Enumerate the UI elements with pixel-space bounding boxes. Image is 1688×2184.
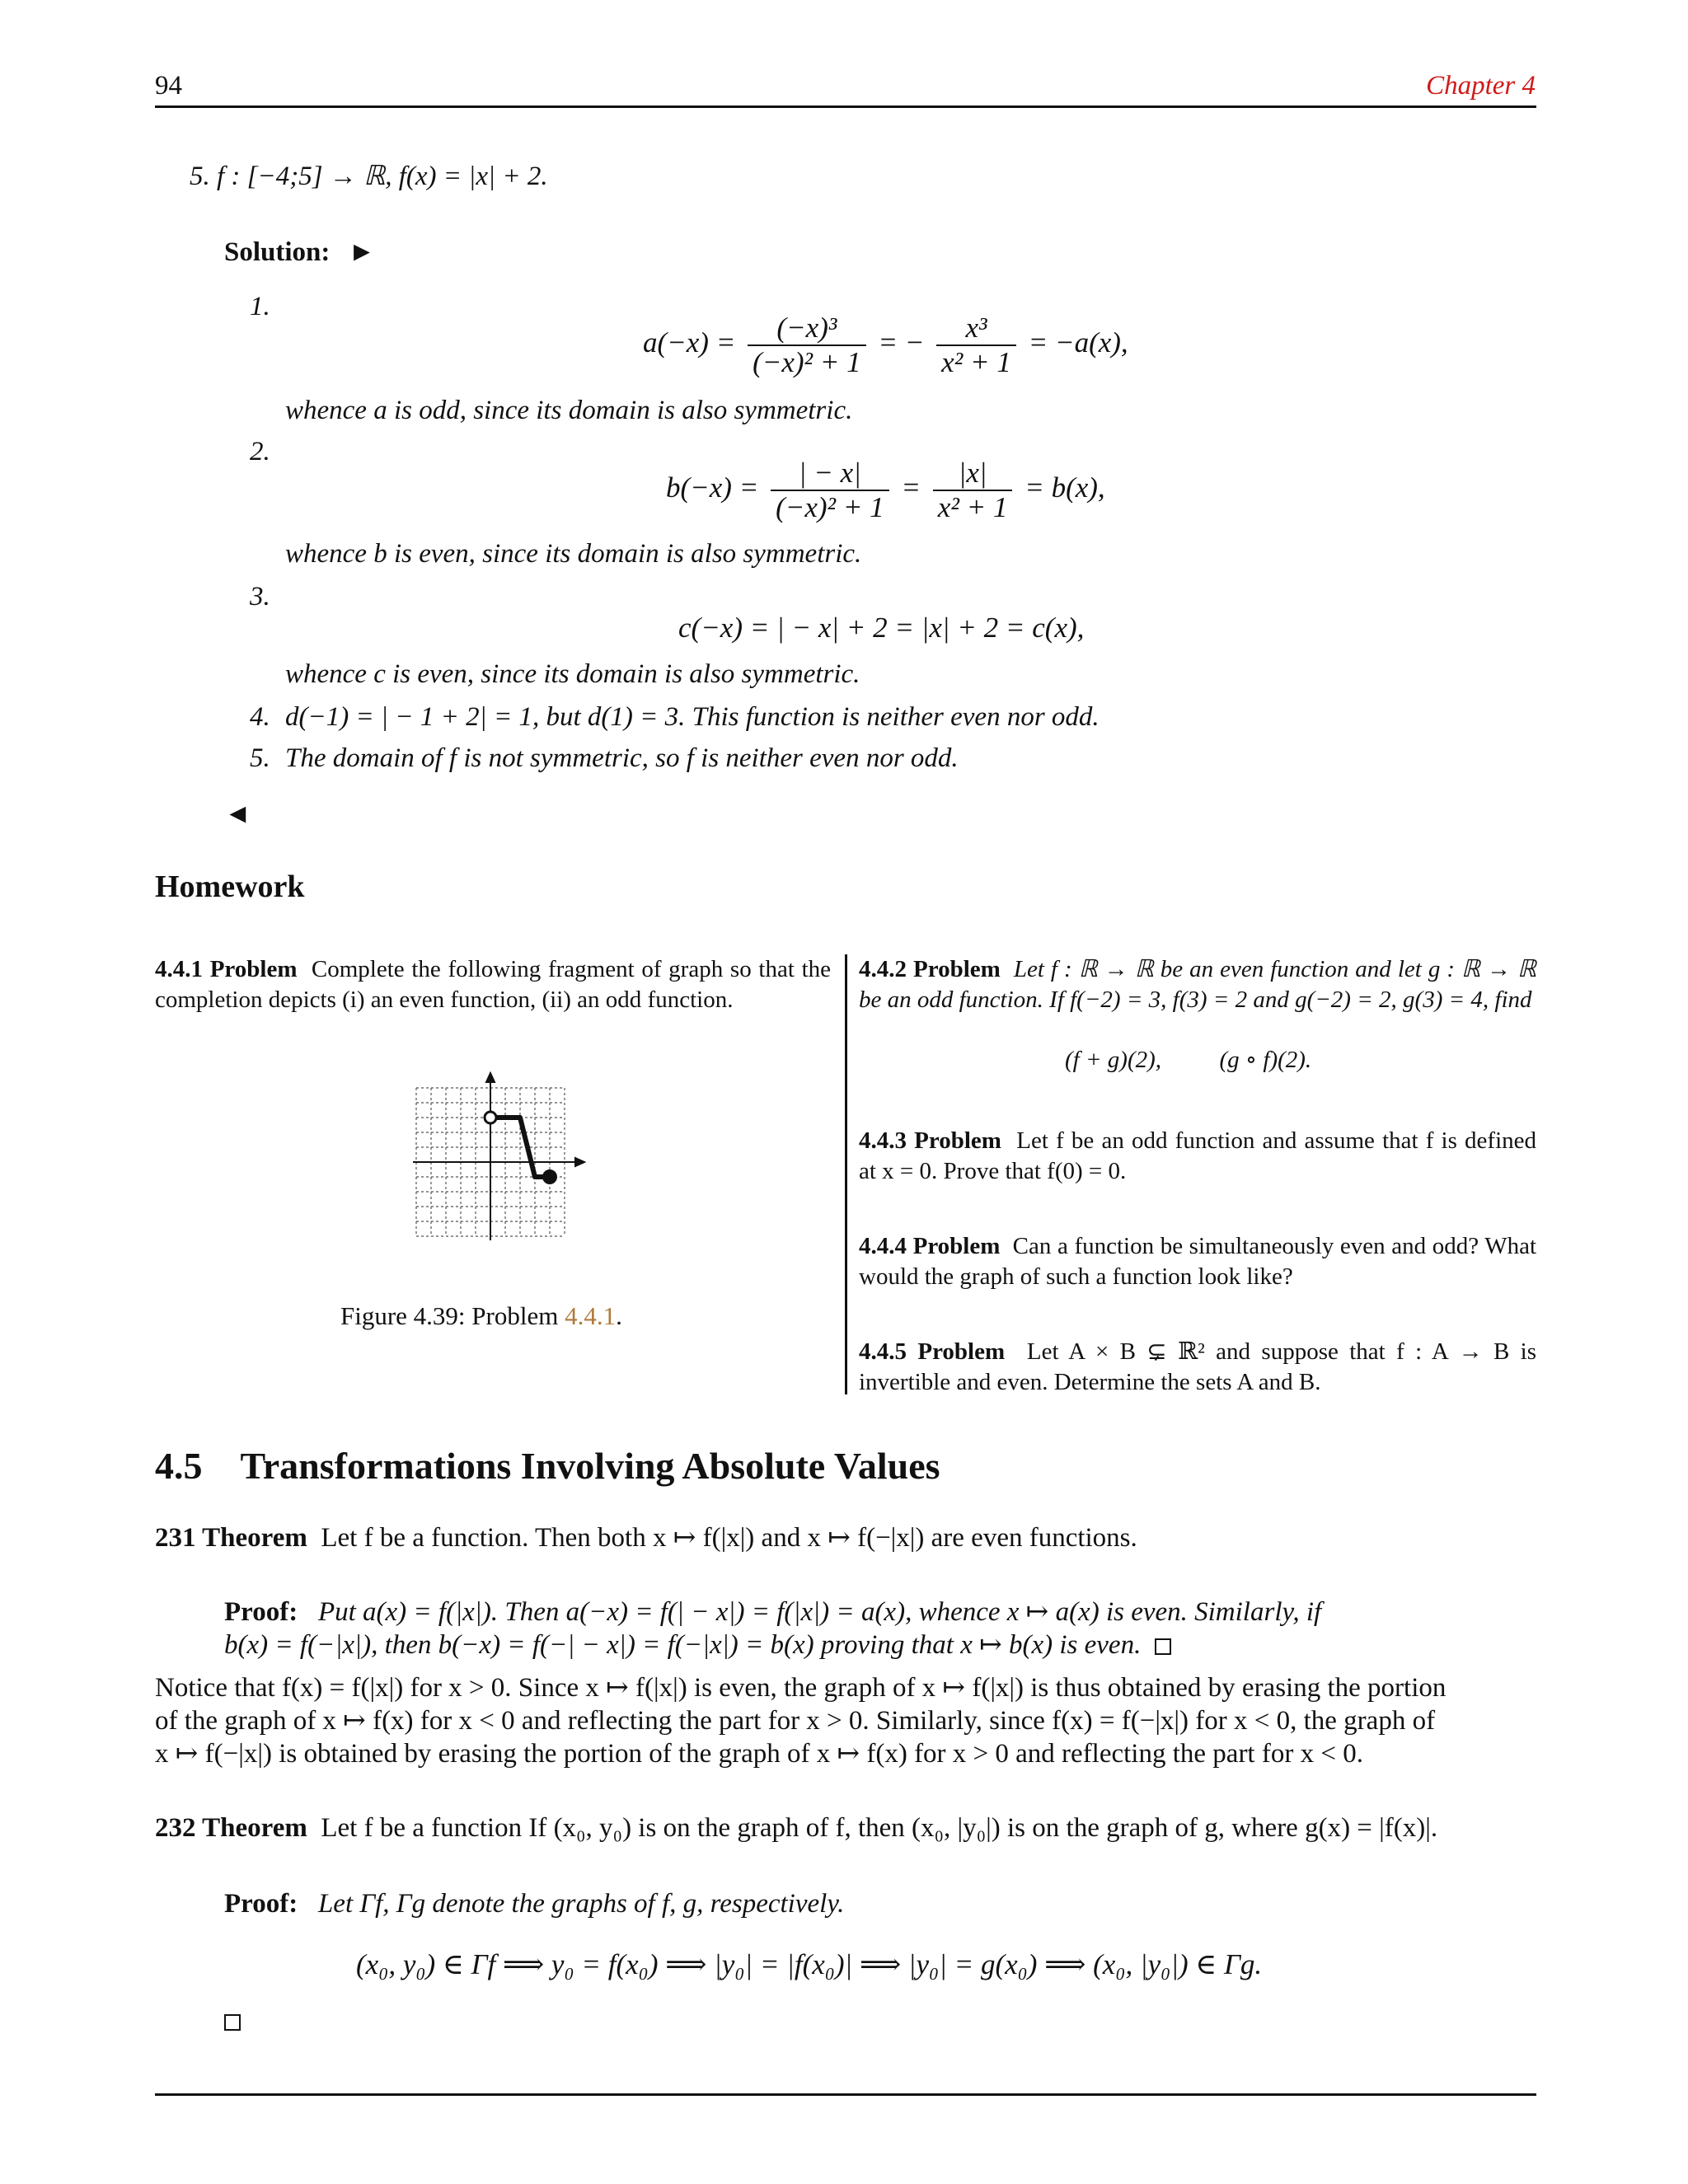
solution-start-marker: ► [348,237,376,267]
problem-4-4-4-label: 4.4.4 Problem [859,1233,1001,1259]
solution-item-4-number: 4. [250,702,270,732]
graph-axes [413,1073,584,1240]
eq2-frac1-num: | − x| [771,457,889,491]
eq1-frac1-num: (−x)³ [748,312,866,346]
solution-item-2-number: 2. [250,437,270,466]
theorem-231-proof-line-2-wrap [224,1629,1171,1661]
eq1-fraction-1 [748,312,866,379]
problem-4-4-3-text: Let f be an odd function and assume that f is defined at x = 0. Prove that f(0) = 0. [859,1127,1537,1184]
eq2-frac2-num: |x| [933,457,1013,491]
problem-4-4-2 [859,954,1536,1015]
notice-line-1: Notice that f(x) = f(|x|) for x > 0. Since x ↦ f(|x|) is even, the graph of x ↦ f(|x|) is thus obtained by erasing the portion [155,1673,1447,1703]
homework-heading: Homework [155,869,305,904]
problem-4-4-5-text: Let A × B ⊊ ℝ² and suppose that f : A → B is invertible and even. Determine the sets A and B. [859,1338,1536,1395]
problem-4-4-1 [155,954,831,1015]
problem-4-4-4 [859,1231,1536,1292]
problem-4-4-3-label: 4.4.3 Problem [859,1127,1001,1154]
eq1-fraction-2 [936,312,1016,379]
problem-4-4-2-expressions [1065,1045,1311,1076]
theorem-231-proof-label: Proof: [224,1597,298,1627]
theorem-231-proof-line-1: Put a(x) = f(|x|). Then a(−x) = f(| − x|) = f(|x|) = a(x), whence x ↦ a(x) is even. Similarly, if [317,1597,1322,1627]
eq1-frac2-num: x³ [936,312,1016,346]
qed-symbol-2 [224,2014,241,2031]
notice-line-3: x ↦ f(−|x|) is obtained by erasing the portion of the graph of x ↦ f(x) for x > 0 and reflecting the part for x < 0. [155,1739,1363,1769]
problem-4-4-2-text: Let f : ℝ → ℝ be an even function and let g : ℝ → ℝ be an odd function. If f(−2) = 3, f(3) = 2 and g(−2) = 2, g(3) = 4, find [859,956,1537,1013]
solution-item-3-equation: c(−x) = | − x| + 2 = |x| + 2 = c(x), [678,612,1085,644]
theorem-232 [155,1811,1437,1844]
graph-closed-endpoint [542,1169,557,1184]
figure-caption-link[interactable]: 4.4.1 [565,1301,617,1330]
theorem-232-proof-text: Let Γf, Γg denote the graphs of f, g, respectively. [317,1889,845,1919]
solution-item-5-number: 5. [250,743,270,773]
theorem-232-text: Let f be a function If (x₀, y₀) is on the graph of f, then (x₀, |y₀|) is on the graph of g, where g(x) = |f(x)|. [321,1813,1438,1843]
section-heading [155,1444,940,1488]
eq1-mid: = − [878,326,925,359]
theorem-232-label: 232 Theorem [155,1813,307,1843]
section-number: 4.5 [155,1445,203,1487]
theorem-231 [155,1521,1137,1554]
header-rule [155,105,1536,108]
problem-4-4-2-expr-1: (f + g)(2), [1065,1047,1162,1073]
problem-4-4-4-text: Can a function be simultaneously even and odd? What would the graph of such a function look like? [859,1233,1536,1290]
eq1-frac2-den: x² + 1 [941,346,1011,378]
solution-label: Solution: [224,237,331,267]
eq1-lhs: a(−x) = [643,326,736,359]
solution-item-2-equation [666,457,1105,524]
page-number: 94 [155,71,182,101]
theorem-232-proof-label: Proof: [224,1889,298,1919]
problem-4-4-5 [859,1337,1536,1398]
solution-end-marker: ◄ [224,799,251,829]
eq2-fraction-1 [771,457,889,524]
eq2-rhs: = b(x), [1025,471,1105,504]
figure-caption-suffix: . [616,1301,622,1330]
problem-4-4-2-label: 4.4.2 Problem [859,956,1001,982]
problem-4-4-3 [859,1126,1536,1187]
solution-item-2-note: whence b is even, since its domain is also symmetric. [285,539,862,569]
solution-item-1-number: 1. [250,292,270,321]
problem-4-4-5-label: 4.4.5 Problem [859,1338,1006,1365]
problem-4-4-2-expr-2: (g ∘ f)(2). [1219,1047,1312,1073]
theorem-232-implication: (x₀, y₀) ∈ Γf ⟹ y₀ = f(x₀) ⟹ |y₀| = |f(x₀)| ⟹ |y₀| = g(x₀) ⟹ (x₀, |y₀|) ∈ Γg. [356,1948,1263,1980]
solution-item-5-text: The domain of f is not symmetric, so f is neither even nor odd. [285,743,959,773]
theorem-231-proof-line-2: b(x) = f(−|x|), then b(−x) = f(−| − x|) = f(−|x|) = b(x) proving that x ↦ b(x) is even. [224,1630,1142,1660]
column-divider [845,954,847,1394]
problem-4-4-1-text: Complete the following fragment of graph so that the completion depicts (i) an even function, (ii) an odd function. [155,956,832,1013]
solution-item-3-note: whence c is even, since its domain is also symmetric. [285,659,860,689]
eq2-frac1-den: (−x)² + 1 [776,491,884,523]
footer-rule [155,2093,1536,2096]
eq2-fraction-2 [933,457,1013,524]
eq1-rhs: = −a(x), [1028,326,1128,359]
eq1-frac1-den: (−x)² + 1 [753,346,861,378]
eq2-frac2-den: x² + 1 [937,491,1008,523]
solution-item-1-note: whence a is odd, since its domain is also symmetric. [285,396,853,425]
chapter-title: Chapter 4 [1426,71,1536,101]
figure-caption [340,1301,622,1331]
solution-item-1-equation [643,312,1128,379]
graph-open-endpoint [485,1112,496,1123]
qed-symbol [1155,1638,1171,1655]
theorem-231-label: 231 Theorem [155,1523,307,1553]
graph-fragment-figure [408,1071,586,1244]
solution-item-3-number: 3. [250,582,270,612]
notice-line-2: of the graph of x ↦ f(x) for x < 0 and reflecting the part for x > 0. Similarly, since f(x) = f(−|x|) for x < 0, the graph of [155,1706,1436,1736]
problem-5-statement: 5. f : [−4;5] → ℝ, f(x) = |x| + 2. [190,162,548,191]
figure-caption-prefix: Figure 4.39: Problem [340,1301,565,1330]
section-title: Transformations Involving Absolute Values [240,1445,940,1487]
theorem-231-proof [224,1596,1321,1629]
theorem-232-proof [224,1887,844,1920]
problem-4-4-1-label: 4.4.1 Problem [155,956,298,982]
solution-item-4-text: d(−1) = | − 1 + 2| = 1, but d(1) = 3. This function is neither even nor odd. [285,702,1100,732]
solution-heading [224,236,375,269]
eq2-lhs: b(−x) = [666,471,759,504]
eq2-mid: = [901,471,921,504]
theorem-231-text: Let f be a function. Then both x ↦ f(|x|) and x ↦ f(−|x|) are even functions. [321,1523,1137,1553]
